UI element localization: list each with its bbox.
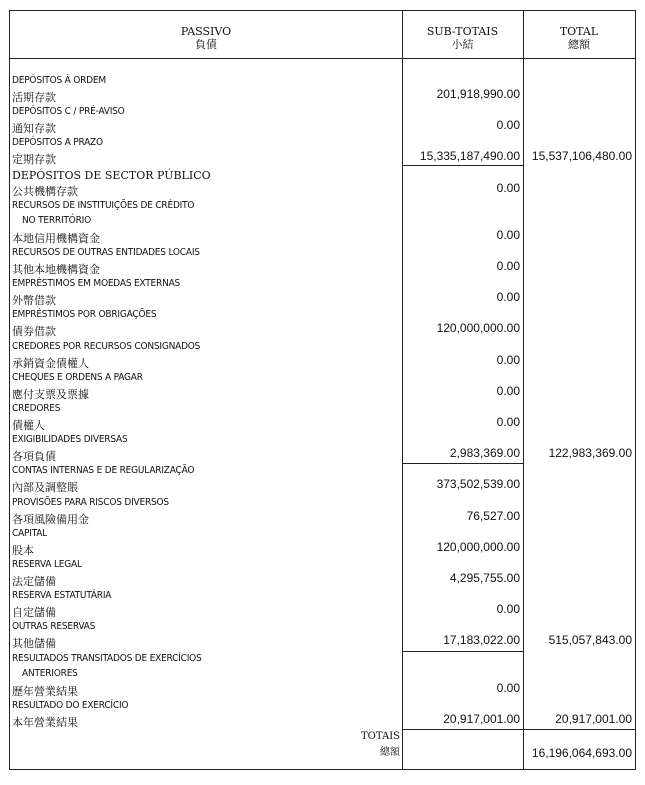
table-row <box>10 198 635 245</box>
header-total-zh: 總額 <box>568 38 590 51</box>
footer-label-pt: TOTAIS <box>360 731 400 742</box>
table-row <box>10 463 635 494</box>
row-label-pt-continued: NO TERRITÓRIO <box>22 215 91 226</box>
table-row <box>10 526 635 557</box>
row-subtotal: 20,917,001.00 <box>443 712 520 726</box>
row-subtotal: 2,983,369.00 <box>449 446 520 460</box>
row-label-pt: OUTRAS RESERVAS <box>12 621 96 632</box>
row-total: 15,537,106,480.00 <box>531 149 632 163</box>
row-subtotal: 201,918,990.00 <box>436 87 520 101</box>
table-row <box>10 432 635 463</box>
row-total: 20,917,001.00 <box>555 712 632 726</box>
row-label-zh: 活期存款 <box>12 91 56 104</box>
row-label-zh: 各項負債 <box>12 450 56 463</box>
row-subtotal: 0.00 <box>496 181 520 195</box>
row-subtotal: 120,000,000.00 <box>436 321 520 335</box>
row-subtotal: 76,527.00 <box>466 509 520 523</box>
row-subtotal: 0.00 <box>496 290 520 304</box>
row-total: 122,983,369.00 <box>548 446 632 460</box>
row-subtotal: 0.00 <box>496 602 520 616</box>
row-label-zh: 通知存款 <box>12 122 56 135</box>
row-label-pt: RECURSOS DE INSTITUIÇÕES DE CRÉDITO <box>12 200 195 211</box>
row-subtotal: 0.00 <box>496 228 520 242</box>
footer-grand-total: 16,196,064,693.00 <box>531 746 632 760</box>
row-label-pt: CONTAS INTERNAS E DE REGULARIZAÇÃO <box>12 465 195 476</box>
header-passivo-zh: 負債 <box>195 38 217 51</box>
row-label-pt: PROVISÕES PARA RISCOS DIVERSOS <box>12 497 169 508</box>
row-label-zh: 債權人 <box>12 419 45 432</box>
table-row <box>10 339 635 370</box>
row-label-zh: 各項風險備用金 <box>12 513 89 526</box>
header-passivo <box>10 25 402 51</box>
row-label-zh: 自定儲備 <box>12 606 56 619</box>
row-label-zh: 其他儲備 <box>12 637 56 650</box>
row-label-zh: 承銷資金債權人 <box>12 357 89 370</box>
header-passivo-pt: PASSIVO <box>180 25 232 38</box>
row-label-zh: 其他本地機構資金 <box>12 263 100 276</box>
footer-label-zh: 總額 <box>380 747 400 758</box>
row-label-zh: 定期存款 <box>12 153 56 166</box>
table-row <box>10 370 635 401</box>
row-label-pt: EXIGIBILIDADES DIVERSAS <box>12 434 128 445</box>
row-label-pt: RESERVA ESTATUTÁRIA <box>12 590 112 601</box>
row-label-zh: 法定儲備 <box>12 575 56 588</box>
row-subtotal: 0.00 <box>496 118 520 132</box>
row-label-pt: RESULTADO DO EXERCÍCIO <box>12 700 129 711</box>
row-subtotal: 15,335,187,490.00 <box>419 149 520 163</box>
row-subtotal: 120,000,000.00 <box>436 540 520 554</box>
row-subtotal: 0.00 <box>496 384 520 398</box>
table-row <box>10 73 635 104</box>
header-subtotais <box>402 25 523 51</box>
table-row <box>10 245 635 276</box>
row-label-zh: 債券借款 <box>12 325 56 338</box>
row-label-pt: CHEQUES E ORDENS A PAGAR <box>12 372 143 383</box>
row-label-pt: CREDORES <box>12 403 61 414</box>
row-subtotal: 373,502,539.00 <box>436 477 520 491</box>
row-subtotal: 0.00 <box>496 681 520 695</box>
row-label-pt: EMPRÉSTIMOS POR OBRIGAÇÕES <box>12 309 157 320</box>
row-label-pt-continued: ANTERIORES <box>22 668 78 679</box>
row-label-pt: CREDORES POR RECURSOS CONSIGNADOS <box>12 341 201 352</box>
row-label-zh: 本地信用機構資金 <box>12 232 100 245</box>
header-divider <box>10 58 635 59</box>
balance-sheet-table <box>9 10 636 770</box>
row-label-zh: 股本 <box>12 544 34 557</box>
header-total <box>523 25 635 51</box>
table-row <box>10 495 635 526</box>
row-label-pt: RESERVA LEGAL <box>12 559 82 570</box>
table-row <box>10 104 635 135</box>
header-subtotais-zh: 小結 <box>451 38 474 51</box>
table-row <box>10 619 635 650</box>
table-row <box>10 698 635 729</box>
row-label-pt: RECURSOS DE OUTRAS ENTIDADES LOCAIS <box>12 247 200 258</box>
footer-label <box>310 729 400 761</box>
row-label-pt: DEPÓSITOS A PRAZO <box>12 137 103 148</box>
row-label-zh: 外幣借款 <box>12 294 56 307</box>
row-subtotal: 0.00 <box>496 259 520 273</box>
table-row <box>10 135 635 166</box>
row-label-zh: 公共機構存款 <box>12 185 78 198</box>
table-row <box>10 651 635 698</box>
table-row <box>10 307 635 338</box>
table-row <box>10 557 635 588</box>
row-label-pt: EMPRÉSTIMOS EM MOEDAS EXTERNAS <box>12 278 181 289</box>
row-label-pt: DEPÓSITOS DE SECTOR PÚBLICO <box>12 169 211 182</box>
table-row <box>10 401 635 432</box>
row-label-pt: DEPÓSITOS C / PRÉ-AVISO <box>12 106 125 117</box>
row-subtotal: 0.00 <box>496 415 520 429</box>
row-label-pt: DEPÓSITOS À ORDEM <box>12 75 106 86</box>
table-row <box>10 588 635 619</box>
row-total: 515,057,843.00 <box>548 633 632 647</box>
row-label-zh: 應付支票及票據 <box>12 388 89 401</box>
table-row <box>10 276 635 307</box>
row-label-zh: 本年營業結果 <box>12 716 78 729</box>
row-label-pt: RESULTADOS TRANSITADOS DE EXERCÍCIOS <box>12 653 202 664</box>
header-subtotais-pt: SUB-TOTAIS <box>426 25 499 38</box>
row-label-zh: 內部及調整賬 <box>12 481 78 494</box>
header-total-pt: TOTAL <box>559 25 599 38</box>
row-subtotal: 4,295,755.00 <box>449 571 520 585</box>
row-subtotal: 0.00 <box>496 353 520 367</box>
row-label-zh: 歷年營業結果 <box>12 685 78 698</box>
row-subtotal: 17,183,022.00 <box>443 633 520 647</box>
table-row <box>10 167 635 198</box>
row-label-pt: CAPITAL <box>12 528 47 539</box>
